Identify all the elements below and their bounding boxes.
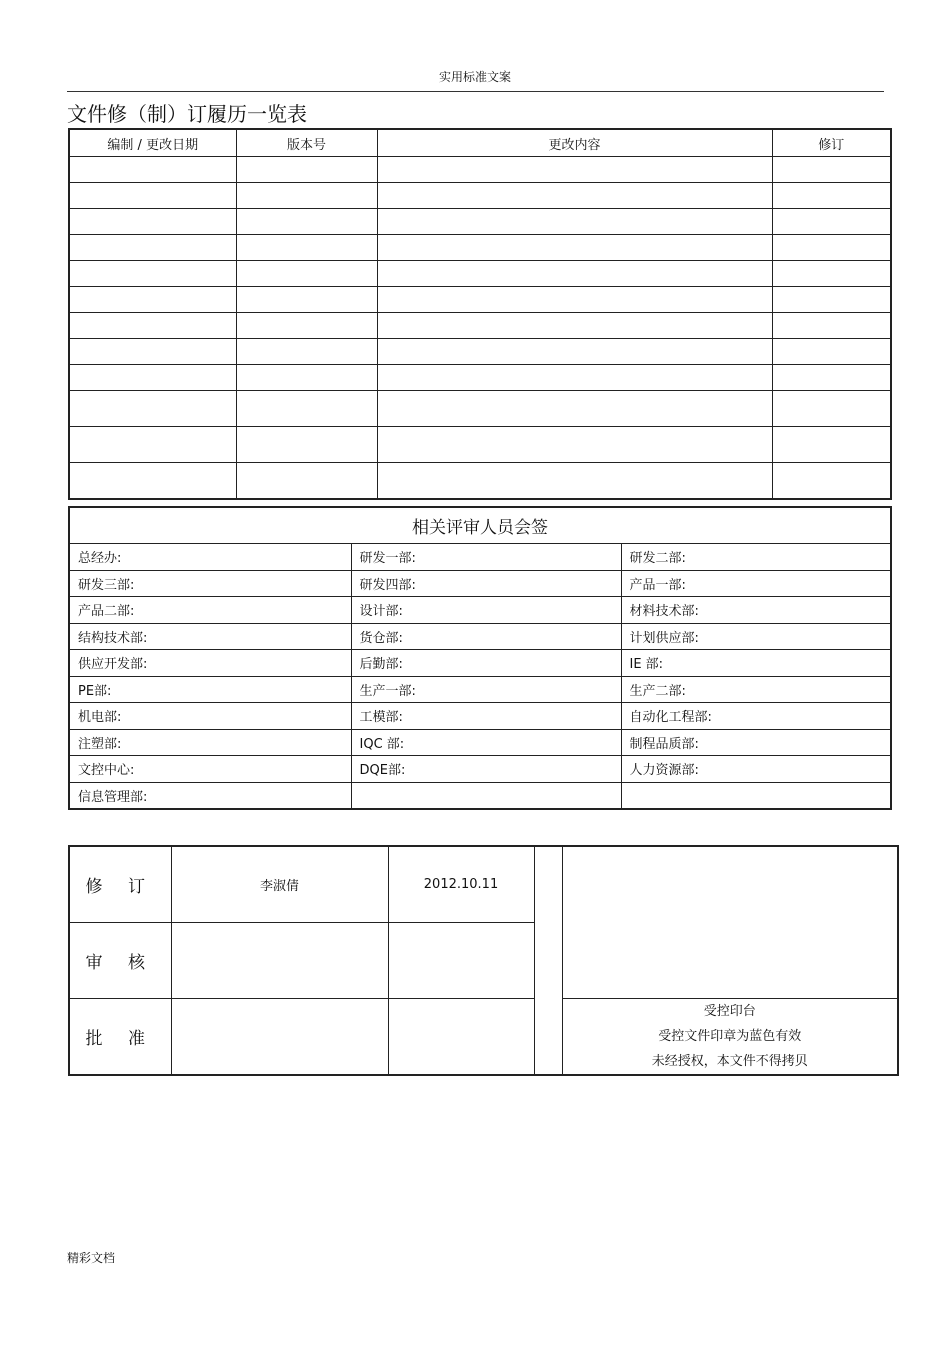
department-signoff-cell xyxy=(351,782,621,809)
department-signoff-cell: 产品一部: xyxy=(621,570,891,597)
table-cell xyxy=(69,183,236,209)
table-cell xyxy=(236,391,377,427)
department-signoff-cell: 生产一部: xyxy=(351,676,621,703)
department-signoff-cell: 文控中心: xyxy=(69,756,351,783)
review-row xyxy=(69,544,891,571)
table-cell xyxy=(69,209,236,235)
table-cell xyxy=(236,463,377,500)
header-divider xyxy=(67,91,884,92)
review-row xyxy=(69,676,891,703)
stamp-note xyxy=(562,998,898,1075)
table-cell xyxy=(69,427,236,463)
table-cell xyxy=(236,365,377,391)
table-cell xyxy=(772,261,891,287)
table-cell xyxy=(377,157,772,183)
approve-date xyxy=(388,998,534,1075)
table-row xyxy=(69,339,891,365)
table-cell xyxy=(236,209,377,235)
table-cell xyxy=(772,391,891,427)
review-signoff-table xyxy=(68,506,892,810)
table-cell xyxy=(772,339,891,365)
table-cell xyxy=(377,427,772,463)
review-row xyxy=(69,650,891,677)
table-row xyxy=(69,235,891,261)
stamp-note-line: 受控印台 xyxy=(703,1003,756,1019)
department-signoff-cell: 后勤部: xyxy=(351,650,621,677)
department-signoff-cell: 货仓部: xyxy=(351,623,621,650)
review-heading: 相关评审人员会签 xyxy=(69,507,891,544)
approver-name xyxy=(171,998,388,1075)
stamp-note-line: 未经授权，本文件不得拷贝 xyxy=(651,1053,808,1069)
department-signoff-cell: 总经办: xyxy=(69,544,351,571)
table-cell xyxy=(377,235,772,261)
table-cell xyxy=(377,463,772,500)
table-row xyxy=(69,391,891,427)
department-signoff-cell: IQC 部: xyxy=(351,729,621,756)
revise-date: 2012.10.11 xyxy=(388,846,534,922)
table-cell xyxy=(69,313,236,339)
table-cell xyxy=(69,261,236,287)
table-cell xyxy=(772,463,891,500)
table-cell xyxy=(236,427,377,463)
department-signoff-cell: 注塑部: xyxy=(69,729,351,756)
department-signoff-cell: 信息管理部: xyxy=(69,782,351,809)
table-cell xyxy=(236,287,377,313)
department-signoff-cell: 产品二部: xyxy=(69,597,351,624)
table-cell xyxy=(377,261,772,287)
review-row xyxy=(69,623,891,650)
table-cell xyxy=(69,287,236,313)
column-header-revision: 修订 xyxy=(772,129,891,157)
table-cell xyxy=(772,157,891,183)
department-signoff-cell: IE 部: xyxy=(621,650,891,677)
table-cell xyxy=(69,235,236,261)
table-row xyxy=(69,183,891,209)
department-signoff-cell: 研发二部: xyxy=(621,544,891,571)
table-cell xyxy=(236,261,377,287)
table-cell xyxy=(377,209,772,235)
table-cell xyxy=(236,157,377,183)
table-cell xyxy=(377,365,772,391)
stamp-note-line: 受控文件印章为蓝色有效 xyxy=(658,1028,802,1044)
document-title: 文件修（制）订履历一览表 xyxy=(67,102,307,126)
department-signoff-cell: 研发四部: xyxy=(351,570,621,597)
column-header-version: 版本号 xyxy=(236,129,377,157)
revise-name: 李淑倩 xyxy=(171,846,388,922)
table-cell xyxy=(772,287,891,313)
page-footer: 精彩文档 xyxy=(67,1251,116,1265)
department-signoff-cell: 供应开发部: xyxy=(69,650,351,677)
table-row xyxy=(69,365,891,391)
stamp-area xyxy=(562,846,898,998)
review-row xyxy=(69,570,891,597)
column-header-content: 更改内容 xyxy=(377,129,772,157)
review-row xyxy=(69,597,891,624)
review-row xyxy=(69,729,891,756)
department-signoff-cell: 生产二部: xyxy=(621,676,891,703)
table-cell xyxy=(69,339,236,365)
table-header-row xyxy=(69,129,891,157)
review-row xyxy=(69,703,891,730)
review-label: 审 核 xyxy=(69,922,171,998)
table-cell xyxy=(69,463,236,500)
page-header: 实用标准文案 xyxy=(438,70,511,84)
table-cell xyxy=(377,339,772,365)
column-header-date: 编制 / 更改日期 xyxy=(69,129,236,157)
department-signoff-cell: 制程品质部: xyxy=(621,729,891,756)
department-signoff-cell: 结构技术部: xyxy=(69,623,351,650)
department-signoff-cell: PE部: xyxy=(69,676,351,703)
table-cell xyxy=(236,313,377,339)
table-row xyxy=(69,287,891,313)
table-row xyxy=(69,463,891,500)
department-signoff-cell: 材料技术部: xyxy=(621,597,891,624)
approve-label: 批 准 xyxy=(69,998,171,1075)
reviewer-name xyxy=(171,922,388,998)
table-cell xyxy=(377,183,772,209)
department-signoff-cell: 设计部: xyxy=(351,597,621,624)
review-date xyxy=(388,922,534,998)
table-cell xyxy=(377,313,772,339)
table-cell xyxy=(236,339,377,365)
table-cell xyxy=(772,235,891,261)
review-row xyxy=(69,782,891,809)
department-signoff-cell: 计划供应部: xyxy=(621,623,891,650)
table-cell xyxy=(772,365,891,391)
department-signoff-cell: 机电部: xyxy=(69,703,351,730)
table-cell xyxy=(377,287,772,313)
table-row xyxy=(69,261,891,287)
table-cell xyxy=(377,391,772,427)
department-signoff-cell: 研发三部: xyxy=(69,570,351,597)
review-row xyxy=(69,756,891,783)
table-row xyxy=(69,209,891,235)
table-cell xyxy=(69,391,236,427)
department-signoff-cell: 自动化工程部: xyxy=(621,703,891,730)
table-row xyxy=(69,157,891,183)
table-row xyxy=(69,427,891,463)
department-signoff-cell: 工模部: xyxy=(351,703,621,730)
table-cell xyxy=(772,183,891,209)
spacer-cell xyxy=(534,846,562,1075)
table-cell xyxy=(69,157,236,183)
table-row xyxy=(69,313,891,339)
table-cell xyxy=(236,183,377,209)
table-cell xyxy=(772,313,891,339)
revision-history-table xyxy=(68,128,892,500)
revise-label: 修 订 xyxy=(69,846,171,922)
department-signoff-cell: DQE部: xyxy=(351,756,621,783)
approval-table xyxy=(68,845,899,1076)
department-signoff-cell xyxy=(621,782,891,809)
department-signoff-cell: 研发一部: xyxy=(351,544,621,571)
department-signoff-cell: 人力资源部: xyxy=(621,756,891,783)
table-cell xyxy=(69,365,236,391)
table-cell xyxy=(236,235,377,261)
table-cell xyxy=(772,427,891,463)
table-cell xyxy=(772,209,891,235)
